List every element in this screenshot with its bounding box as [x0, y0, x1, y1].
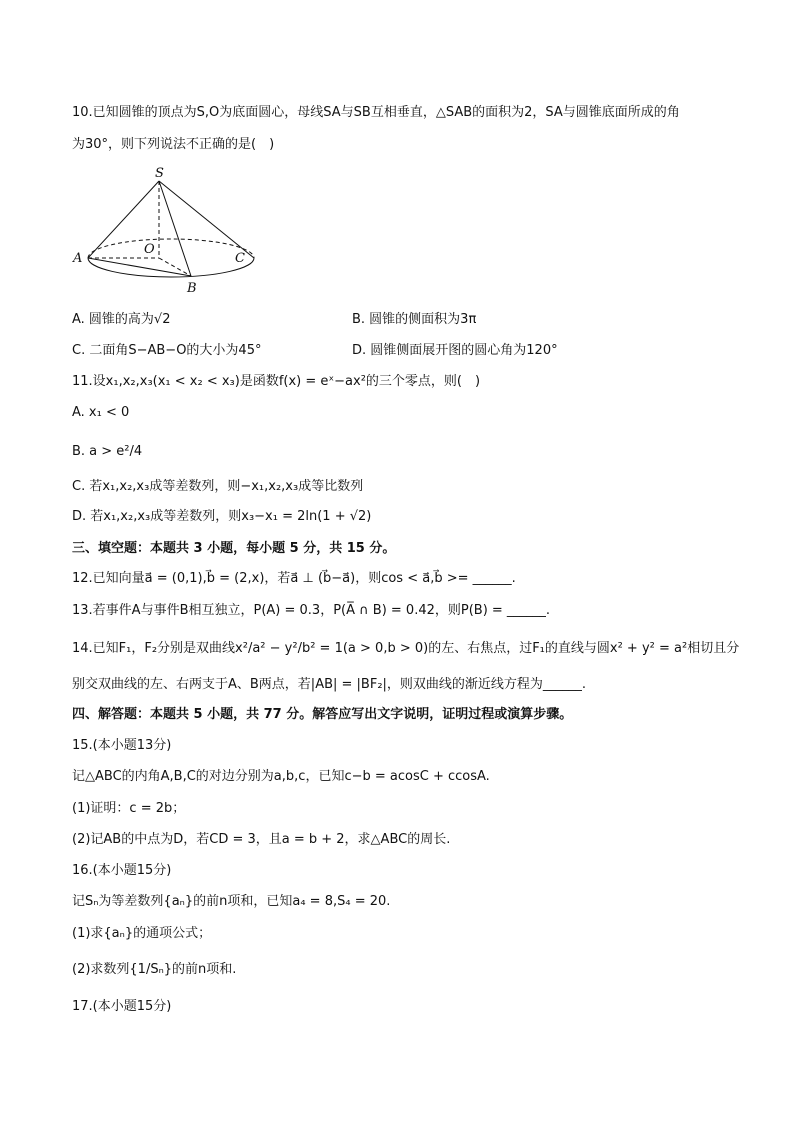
q11-option-d: D. 若x₁,x₂,x₃成等差数列，则x₃−x₁ = 2ln(1 + √2) [72, 509, 372, 524]
q15-stem: 记△ABC的内角A,B,C的对边分别为a,b,c，已知c−b = acosC + ccosA. [72, 769, 490, 784]
q15-part1: (1)证明：c = 2b； [72, 801, 186, 816]
label-B: B [187, 281, 197, 296]
q11-option-c: C. 若x₁,x₂,x₃成等差数列，则−x₁,x₂,x₃成等比数列 [72, 479, 364, 494]
q15-part2: (2)记AB的中点为D，若CD = 3，且a = b + 2，求△ABC的周长. [72, 832, 451, 847]
q10-stem-line2: 为30°，则下列说法不正确的是( ) [72, 137, 275, 152]
label-A: A [73, 251, 83, 266]
q14-stem-line1: 14.已知F₁，F₂分别是双曲线x²/a² − y²/b² = 1(a > 0,b > 0)的左、右焦点，过F₁的直线与圆x² + y² = a²相切且分 [72, 641, 740, 656]
q10-option-b: B. 圆锥的侧面积为3π [352, 312, 477, 327]
q16-part1: (1)求{aₙ}的通项公式； [72, 926, 212, 941]
q15-header: 15.(本小题13分) [72, 738, 172, 753]
q10-stem-line1: 10.已知圆锥的顶点为S,O为底面圆心，母线SA与SB互相垂直，△SAB的面积为2，SA与圆锥底面所成的角 [72, 105, 680, 120]
label-C: C [235, 251, 245, 266]
q11-option-b: B. a > e²/4 [72, 444, 143, 459]
label-S: S [155, 166, 164, 181]
q16-part2: (2)求数列{1/Sₙ}的前n项和. [72, 962, 237, 977]
q17-header: 17.(本小题15分) [72, 999, 172, 1014]
q10-option-c: C. 二面角S−AB−O的大小为45° [72, 343, 262, 358]
q13-stem: 13.若事件A与事件B相互独立，P(A) = 0.3，P(A̅ ∩ B) = 0.42，则P(B) = ______. [72, 603, 551, 618]
q10-option-a: A. 圆锥的高为√2 [72, 312, 171, 327]
section-4-heading: 四、解答题：本题共 5 小题，共 77 分。解答应写出文字说明，证明过程或演算步骤。 [72, 707, 573, 722]
q14-stem-line2: 别交双曲线的左、右两支于A、B两点，若|AB| = |BF₂|，则双曲线的渐近线方程为______. [72, 677, 587, 692]
label-O: O [144, 242, 155, 257]
q11-option-a: A. x₁ < 0 [72, 405, 130, 420]
section-3-heading: 三、填空题：本题共 3 小题，每小题 5 分，共 15 分。 [72, 541, 396, 556]
q11-stem: 11.设x₁,x₂,x₃(x₁ < x₂ < x₃)是函数f(x) = eˣ−ax²的三个零点，则( ) [72, 374, 481, 389]
q10-option-d: D. 圆锥侧面展开图的圆心角为120° [352, 343, 558, 358]
q16-header: 16.(本小题15分) [72, 863, 172, 878]
cone-figure [66, 163, 256, 298]
q12-stem: 12.已知向量a⃗ = (0,1),b⃗ = (2,x)，若a⃗ ⊥ (b⃗−a⃗)，则cos < a⃗,b⃗ >= ______. [72, 571, 516, 586]
q16-stem: 记Sₙ为等差数列{aₙ}的前n项和，已知a₄ = 8,S₄ = 20. [72, 894, 391, 909]
